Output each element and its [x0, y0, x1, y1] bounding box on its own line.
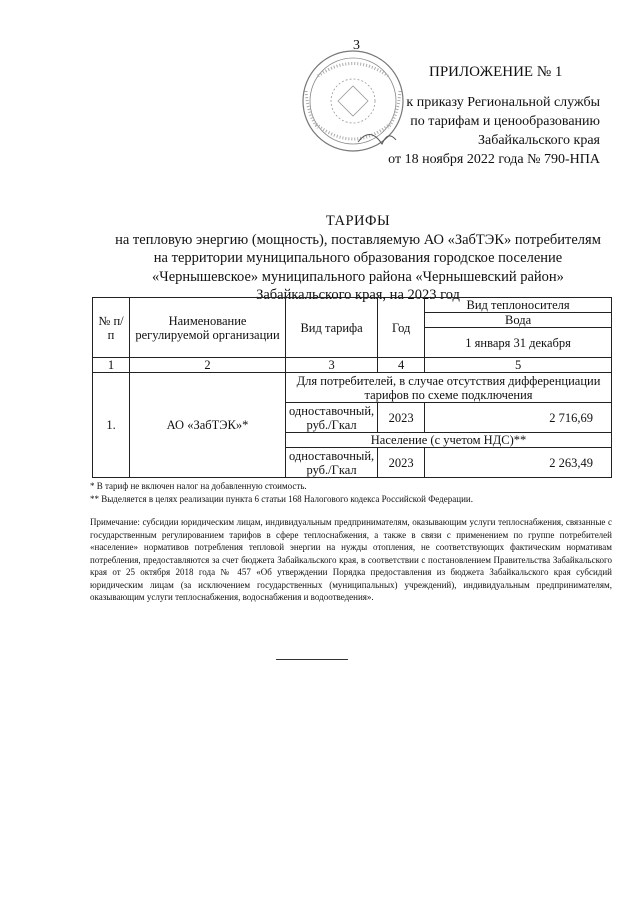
document-title	[88, 212, 628, 305]
tariff-type: одноставочный, руб./Гкал	[286, 448, 378, 478]
tariff-value: 2 263,49	[425, 448, 612, 478]
column-number: 4	[378, 358, 425, 373]
tariff-value: 2 716,69	[425, 403, 612, 433]
consumer-group-population: Население (с учетом НДС)**	[286, 433, 612, 448]
closing-divider	[276, 659, 348, 660]
title-line: на тепловую энергию (мощность), поставляемую АО «ЗабТЭК» потребителям	[115, 231, 601, 248]
header-num: № п/п	[93, 298, 130, 358]
reference-line: по тарифам и ценообразованию	[410, 114, 600, 129]
title-line: на территории муниципального образования городское поселение	[153, 250, 563, 266]
title-line: «Чернышевское» муниципального района «Чернышевский район»	[152, 268, 564, 285]
reference-line: от 18 ноября 2022 года № 790-НПА	[388, 152, 600, 167]
tariff-year: 2023	[378, 448, 425, 478]
footnotes	[90, 480, 473, 506]
header-org: Наименование регулируемой организации	[130, 298, 286, 358]
tariff-type: одноставочный, руб./Гкал	[286, 403, 378, 433]
column-number: 1	[93, 358, 130, 373]
title-line: Забайкальского края, на 2023 год	[256, 287, 460, 303]
column-number: 3	[286, 358, 378, 373]
header-water: Вода	[425, 313, 612, 328]
header-year: Год	[378, 298, 425, 358]
column-number: 2	[130, 358, 286, 373]
header-period: 1 января 31 декабря	[425, 328, 612, 358]
tariff-table	[92, 297, 612, 478]
row-org: АО «ЗабТЭК»*	[130, 373, 286, 478]
footnote: * В тариф не включен налог на добавленную стоимость.	[90, 481, 307, 491]
appendix-label: ПРИЛОЖЕНИЕ № 1	[429, 64, 563, 80]
title-heading: ТАРИФЫ	[325, 213, 391, 229]
reference-line: к приказу Региональной службы	[406, 95, 600, 110]
reference-line: Забайкальского края	[477, 133, 600, 148]
consumer-group-general: Для потребителей, в случае отсутствия дифференциации тарифов по схеме подключения	[286, 373, 612, 403]
header-tariff-type: Вид тарифа	[286, 298, 378, 358]
column-number: 5	[425, 358, 612, 373]
page-number: 3	[353, 38, 360, 53]
header-carrier: Вид теплоносителя	[425, 298, 612, 313]
row-num: 1.	[93, 373, 130, 478]
note-paragraph: Примечание: субсидии юридическим лицам, индивидуальным предпринимателям, оказывающим услуги теплоснабжения, связанные с государственным регулированием тарифов в сфере теплоснабжения, а также в связи с применением по группе потребителей «население» нормативов потребления тепловой энергии на нужды отопления, не соответствующих фактическим нормативам потребления, предоставляются за счет бюджета Забайкальского края, в соответствии с постановлением Правительства Забайкальского края от 25 октября 2018 года № 457 «Об утверждении Порядка предоставления из бюджета Забайкальского края субсидий юридическим лицам (за исключением государственных (муниципальных) учреждений), индивидуальным предпринимателям, оказывающим услуги теплоснабжения, водоснабжения и водоотведения».	[90, 517, 612, 602]
tariff-year: 2023	[378, 403, 425, 433]
order-reference	[350, 93, 600, 169]
footnote: ** Выделяется в целях реализации пункта 6 статьи 168 Налогового кодекса Российской Федерации.	[90, 494, 473, 504]
